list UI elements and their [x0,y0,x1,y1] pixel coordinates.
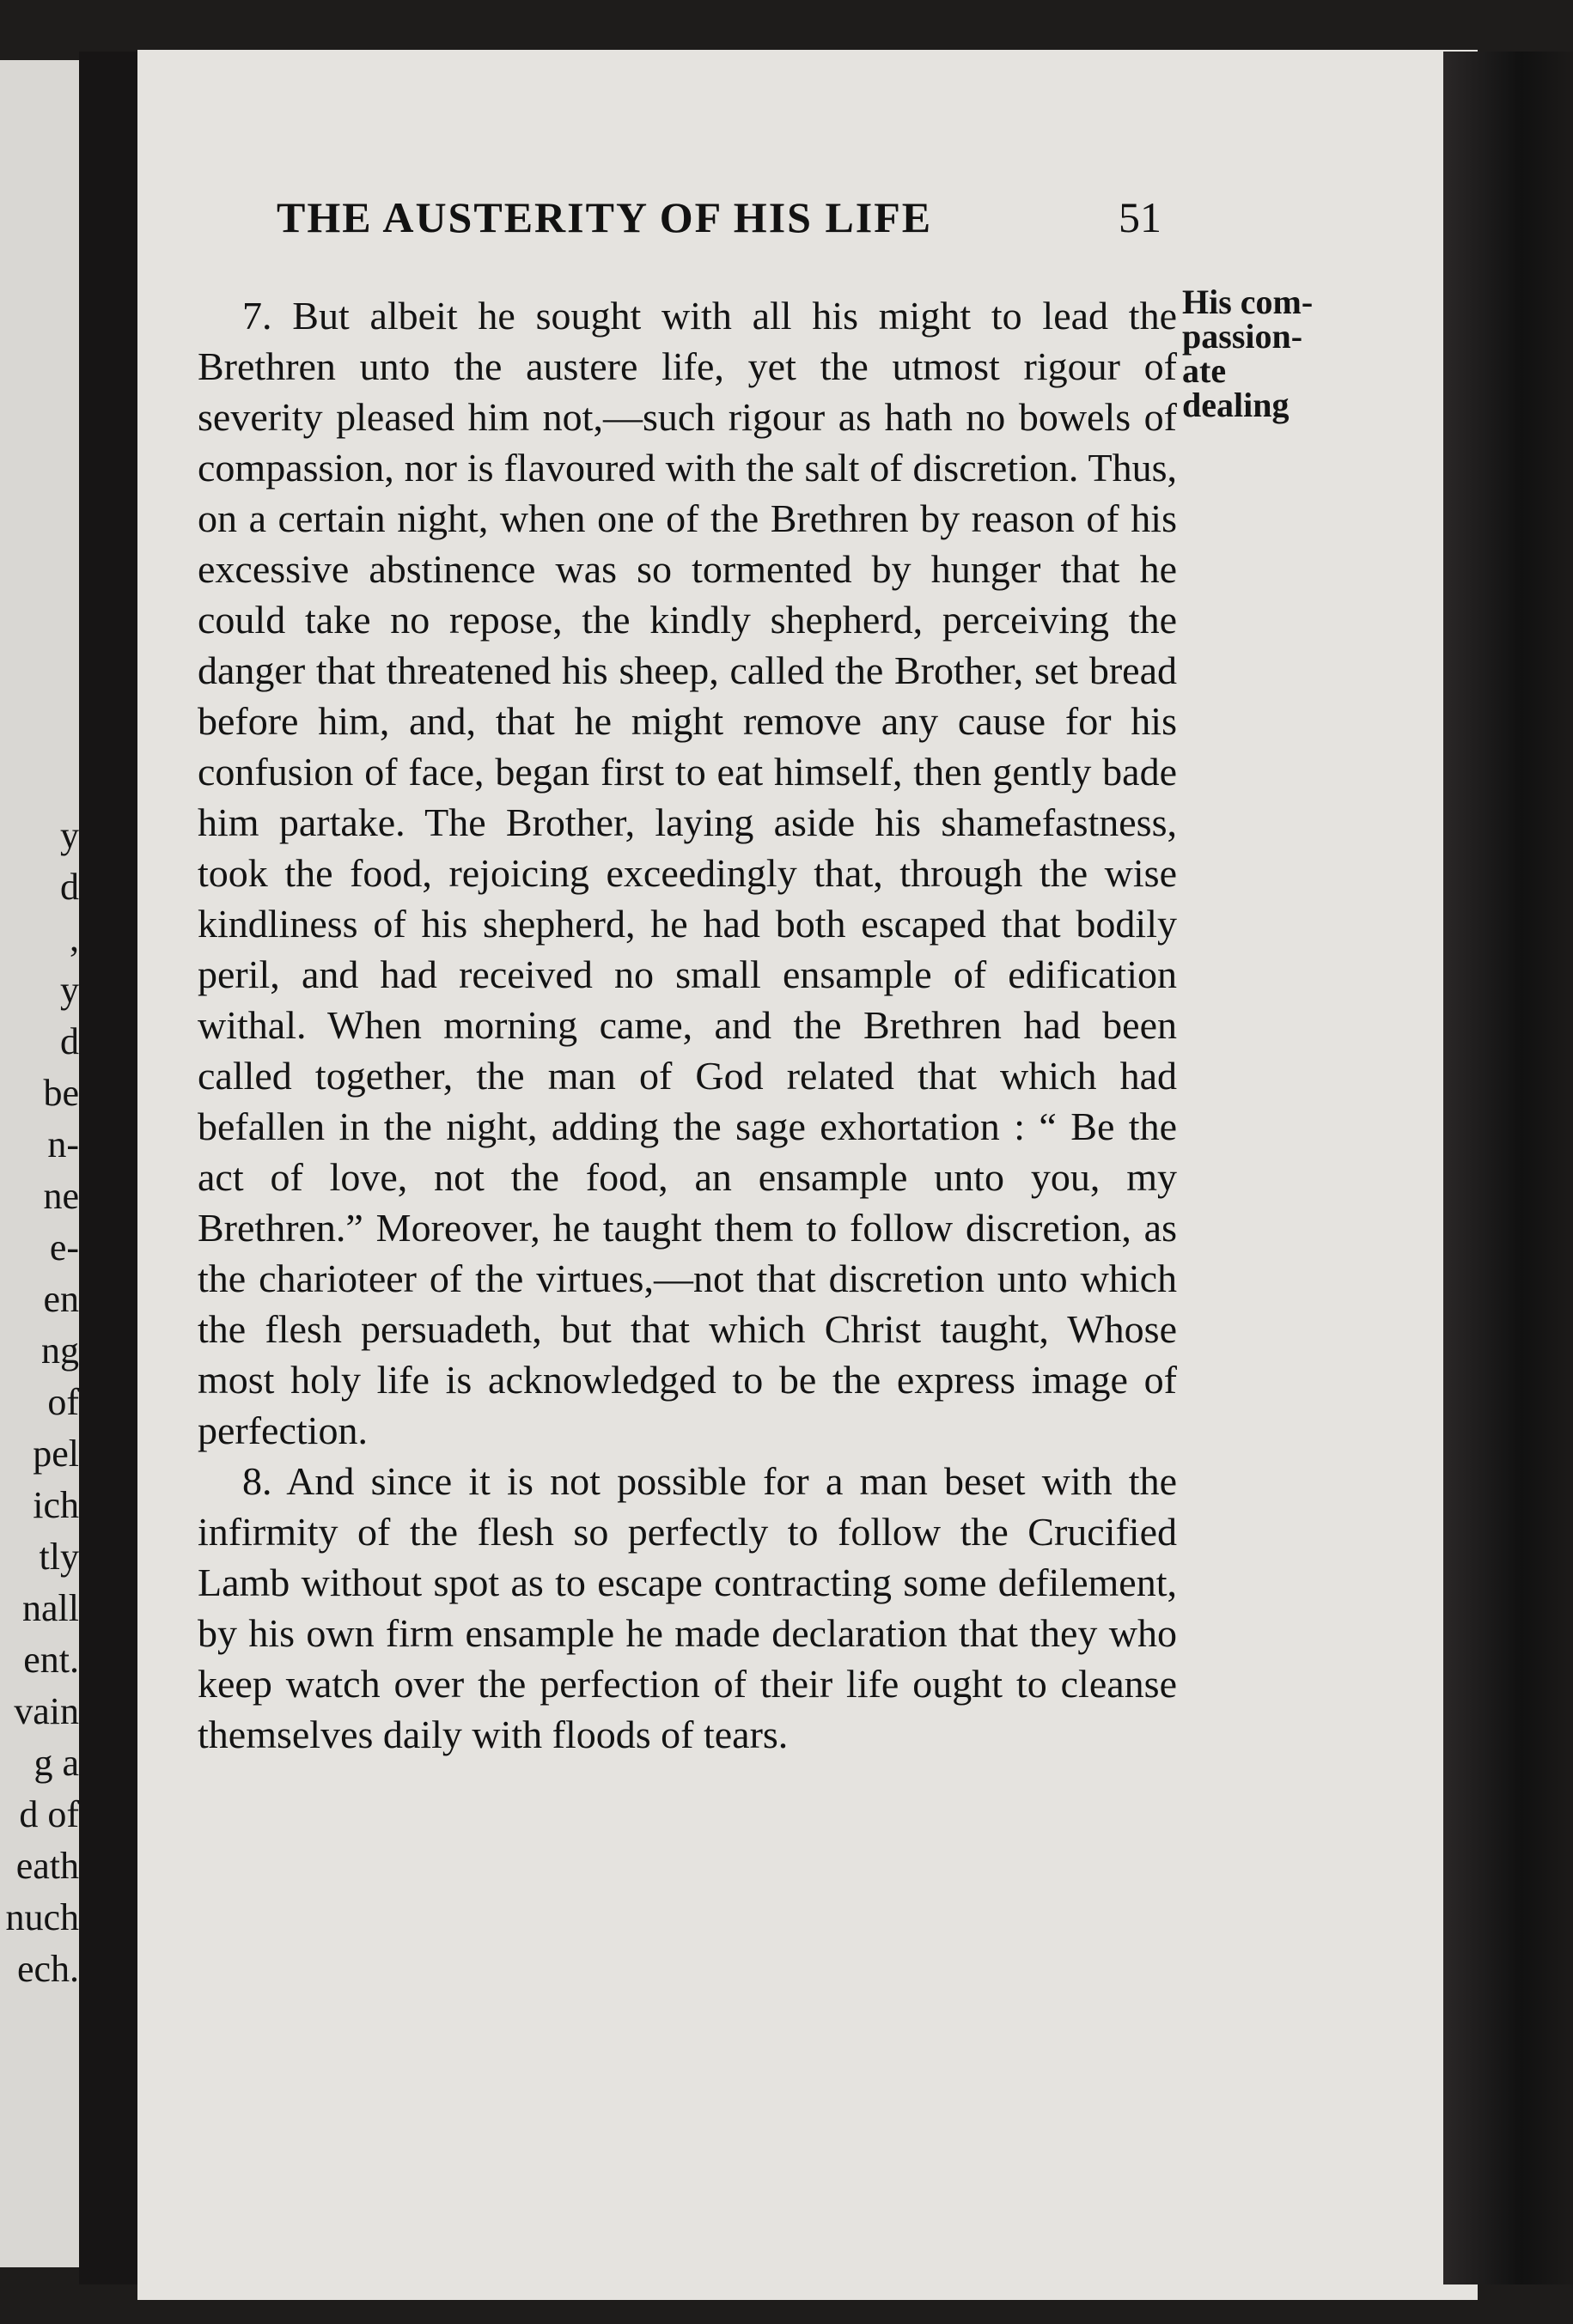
fragment-line: vain [14,1690,79,1732]
marginal-note [1182,285,1345,423]
marginal-note-line: passion- [1182,317,1303,356]
paragraph-7: 7. But albeit he sought with all his might to lead the Brethren unto the austere life, yet the utmost rigour of severity pleased him not,—such rigour as hath no bowels of compassion, nor is flavoured with the salt of discretion. Thus, on a certain night, when one of the Brethren by reason of his excessive abstinence was so tormented by hunger that he could take no repose, the kindly shepherd, perceiving the danger that threatened his sheep, called the Brother, set bread before him, and, that he might remove any cause for his confusion of face, began first to eat himself, then gently bade him partake. The Brother, laying aside his shamefastness, took the food, rejoicing exceedingly that, through the wise kindliness of his shepherd, he had both escaped that bodily peril, and had received no small ensample of edification withal. When morning came, and the Brethren had been called together, the man of God related that which had befallen in the night, adding the sage exhortation : “ Be the act of love, not the food, an ensample unto you, my Brethren.” Moreover, he taught them to follow discretion, as the charioteer of the virtues,—not that discretion unto which the flesh persuadeth, but that which Christ taught, Whose most holy life is acknowledged to be the express image of perfection. [198,294,1177,1452]
fragment-line: tly [39,1536,79,1578]
fragment-line: y [60,814,79,856]
marginal-note-line: ate [1182,351,1227,390]
fragment-line: y [60,969,79,1011]
fragment-line: ech. [16,1948,79,1990]
running-header [277,192,1170,242]
fragment-line: ent. [23,1639,79,1681]
marginal-note-line: His com- [1182,283,1314,321]
fragment-line: ne [43,1175,79,1217]
fragment-line: d of [19,1793,79,1835]
fragment-line: ng [41,1329,79,1372]
fragment-line: , [70,917,79,959]
fragment-line: eath [15,1845,79,1887]
fragment-line: ich [33,1484,79,1526]
fragment-line: en [43,1278,79,1320]
fragment-line: pel [33,1433,79,1475]
running-title: THE AUSTERITY OF HIS LIFE [277,193,933,241]
body-text [198,290,1177,1760]
fragment-line: of [47,1381,79,1423]
fragment-line: nuch [5,1896,79,1938]
fragment-line: nall [22,1587,79,1629]
fragment-line: d [60,866,79,908]
fragment-line: n- [47,1123,79,1165]
fragment-line: g a [34,1742,79,1784]
marginal-note-line: dealing [1182,386,1289,424]
fragment-line: e- [49,1226,79,1268]
paragraph-8: 8. And since it is not possible for a man beset with the infirmity of the flesh so perfectly to follow the Crucified Lamb without spot as to escape contracting some defilement, by his own firm ensample he made declaration that they who keep watch over the perfection of their life ought to cleanse themselves daily with floods of tears. [198,1459,1177,1756]
fragment-line: d [60,1020,79,1062]
page-number: 51 [1119,193,1161,241]
facing-page-text-fragments [0,810,79,1995]
fragment-line: be [43,1072,79,1114]
page-edge-shadow [1443,52,1573,2284]
